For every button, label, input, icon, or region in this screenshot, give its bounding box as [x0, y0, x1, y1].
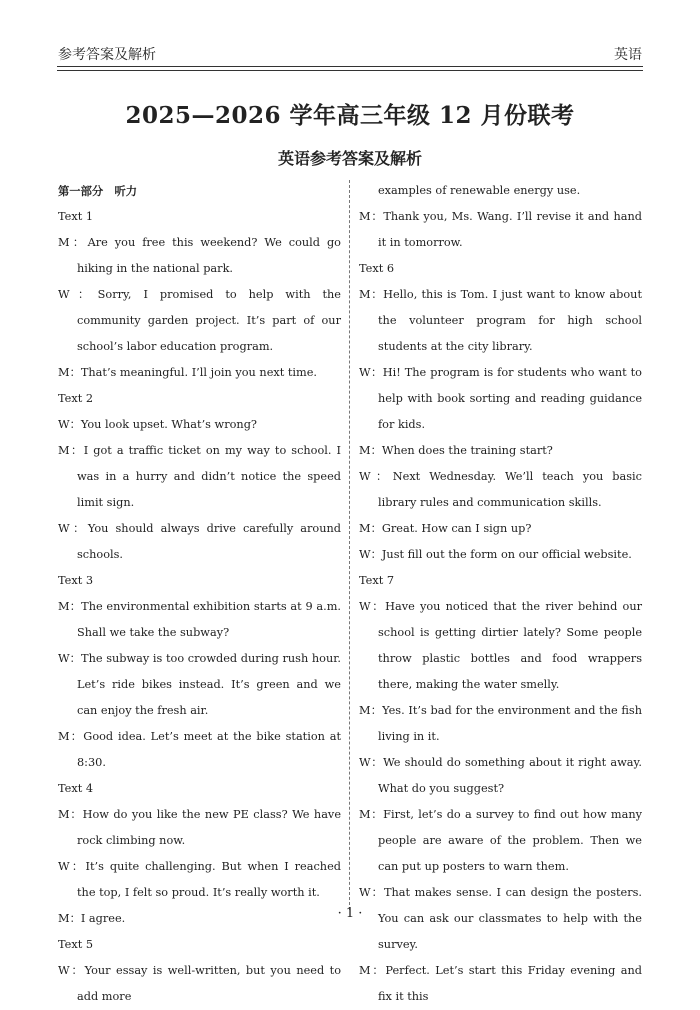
- page-header: [58, 44, 642, 66]
- dialogue-line: M：Yes. It’s bad for the environment and the fish living in it.: [359, 704, 642, 743]
- text-label: Text 3: [58, 574, 94, 587]
- dialogue-line: M：That’s meaningful. I’ll join you next time.: [58, 366, 318, 379]
- dialogue-line: M：I agree.: [58, 912, 126, 925]
- dialogue-line: M：Are you free this weekend? We could go hiking in the national park.: [58, 236, 341, 275]
- left-column: [58, 178, 341, 1010]
- dialogue-line: W：Have you noticed that the river behind our school is getting dirtier lately? Some people throw plastic bottles and food wrappers there, making the water smelly.: [359, 600, 642, 691]
- column-divider: [349, 180, 350, 910]
- dialogue-line: W：Sorry, I promised to help with the community garden project. It’s part of our school’s labor education program.: [58, 288, 341, 353]
- text-label: Text 1: [58, 210, 94, 223]
- dialogue-line: M：Thank you, Ms. Wang. I’ll revise it and hand it in tomorrow.: [359, 210, 642, 249]
- text-label: Text 5: [58, 938, 94, 951]
- dialogue-line: W：You look upset. What’s wrong?: [58, 418, 257, 431]
- text-label: Text 6: [359, 262, 395, 275]
- dialogue-line: W：Next Wednesday. We’ll teach you basic library rules and communication skills.: [359, 470, 642, 509]
- dialogue-line: M：The environmental exhibition starts at 9 a.m. Shall we take the subway?: [58, 600, 341, 639]
- dialogue-line: W：Hi! The program is for students who want to help with book sorting and reading guidance for kids.: [359, 366, 642, 431]
- dialogue-line: M：When does the training start?: [359, 444, 553, 457]
- dialogue-line: M：Perfect. Let’s start this Friday evening and fix it this: [359, 964, 642, 1003]
- dialogue-line: M：Hello, this is Tom. I just want to know about the volunteer program for high school students at the city library.: [359, 288, 642, 353]
- dialogue-line: W：It’s quite challenging. But when I reached the top, I felt so proud. It’s really worth it.: [58, 860, 341, 899]
- dialogue-line: W：That makes sense. I can design the posters. You can ask our classmates to help with the survey.: [359, 886, 642, 951]
- text-label: Text 4: [58, 782, 94, 795]
- dialogue-line: W：The subway is too crowded during rush hour. Let’s ride bikes instead. It’s green and we can enjoy the fresh air.: [58, 652, 341, 717]
- dialogue-line: W：We should do something about it right away. What do you suggest?: [359, 756, 642, 795]
- dialogue-line: M：How do you like the new PE class? We have rock climbing now.: [58, 808, 341, 847]
- dialogue-line: M：I got a traffic ticket on my way to school. I was in a hurry and didn’t notice the speed limit sign.: [58, 444, 341, 509]
- section-heading: 第一部分 听力: [58, 184, 138, 198]
- dialogue-line: M：First, let’s do a survey to find out how many people are aware of the problem. Then we can put up posters to warn them.: [359, 808, 642, 873]
- dialogue-line: M：Good idea. Let’s meet at the bike station at 8:30.: [58, 730, 341, 769]
- page-number: · 1 ·: [337, 906, 363, 921]
- right-column: [359, 178, 642, 1010]
- dialogue-line: M：Great. How can I sign up?: [359, 522, 532, 535]
- dialogue-line: W：Just fill out the form on our official website.: [359, 548, 632, 561]
- header-subject: 英语: [614, 47, 642, 63]
- text-label: Text 7: [359, 574, 395, 587]
- dialogue-continuation: examples of renewable energy use.: [378, 184, 581, 197]
- header-rule-thin: [57, 70, 643, 71]
- header-left-text: 参考答案及解析: [58, 47, 156, 63]
- header-rule-thick: [57, 66, 643, 67]
- dialogue-line: W：Your essay is well-written, but you need to add more: [58, 964, 341, 1003]
- page-title: 2025—2026 学年高三年级 12 月份联考: [125, 102, 575, 129]
- text-label: Text 2: [58, 392, 94, 405]
- page-subtitle: 英语参考答案及解析: [277, 149, 422, 168]
- dialogue-line: W：You should always drive carefully around schools.: [58, 522, 341, 561]
